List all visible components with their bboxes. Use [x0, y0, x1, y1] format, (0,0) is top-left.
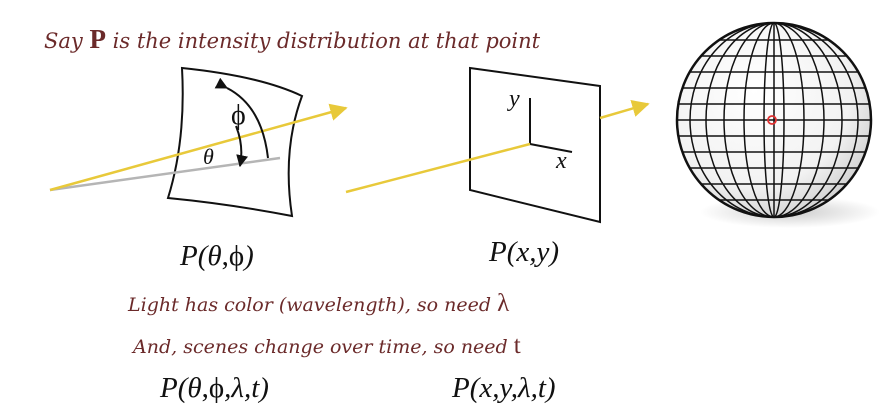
surface-patch — [168, 68, 302, 216]
theta-label: θ — [203, 144, 214, 169]
theta-arc — [236, 126, 241, 166]
plane-ray-in — [346, 144, 530, 192]
note-time-symbol: t — [513, 332, 521, 359]
header-rest: is the intensity distribution at that point — [112, 29, 541, 53]
note-color-text: Light has color (wavelength), so need — [128, 294, 492, 316]
note-time-text: And, scenes change over time, so need — [133, 336, 508, 358]
phi-label: ϕ — [231, 100, 246, 131]
formula-full-angle: P(θ,ϕ,λ,t) — [160, 372, 269, 404]
plane-x-label: x — [556, 148, 567, 174]
formula-plane: P(x,y) — [489, 236, 560, 268]
plane-y-label: y — [509, 86, 520, 112]
note-color-symbol: λ — [497, 290, 510, 317]
surface-normal-line — [50, 158, 280, 190]
note-color — [128, 290, 509, 318]
note-time — [133, 332, 521, 360]
header-symbol: P — [89, 24, 106, 54]
formula-angle: P(θ,ϕ) — [180, 240, 254, 272]
header-prefix: Say — [44, 29, 83, 53]
surface-ray — [50, 108, 346, 190]
plane-ray-out — [600, 104, 648, 118]
formula-full-plane: P(x,y,λ,t) — [452, 372, 556, 404]
